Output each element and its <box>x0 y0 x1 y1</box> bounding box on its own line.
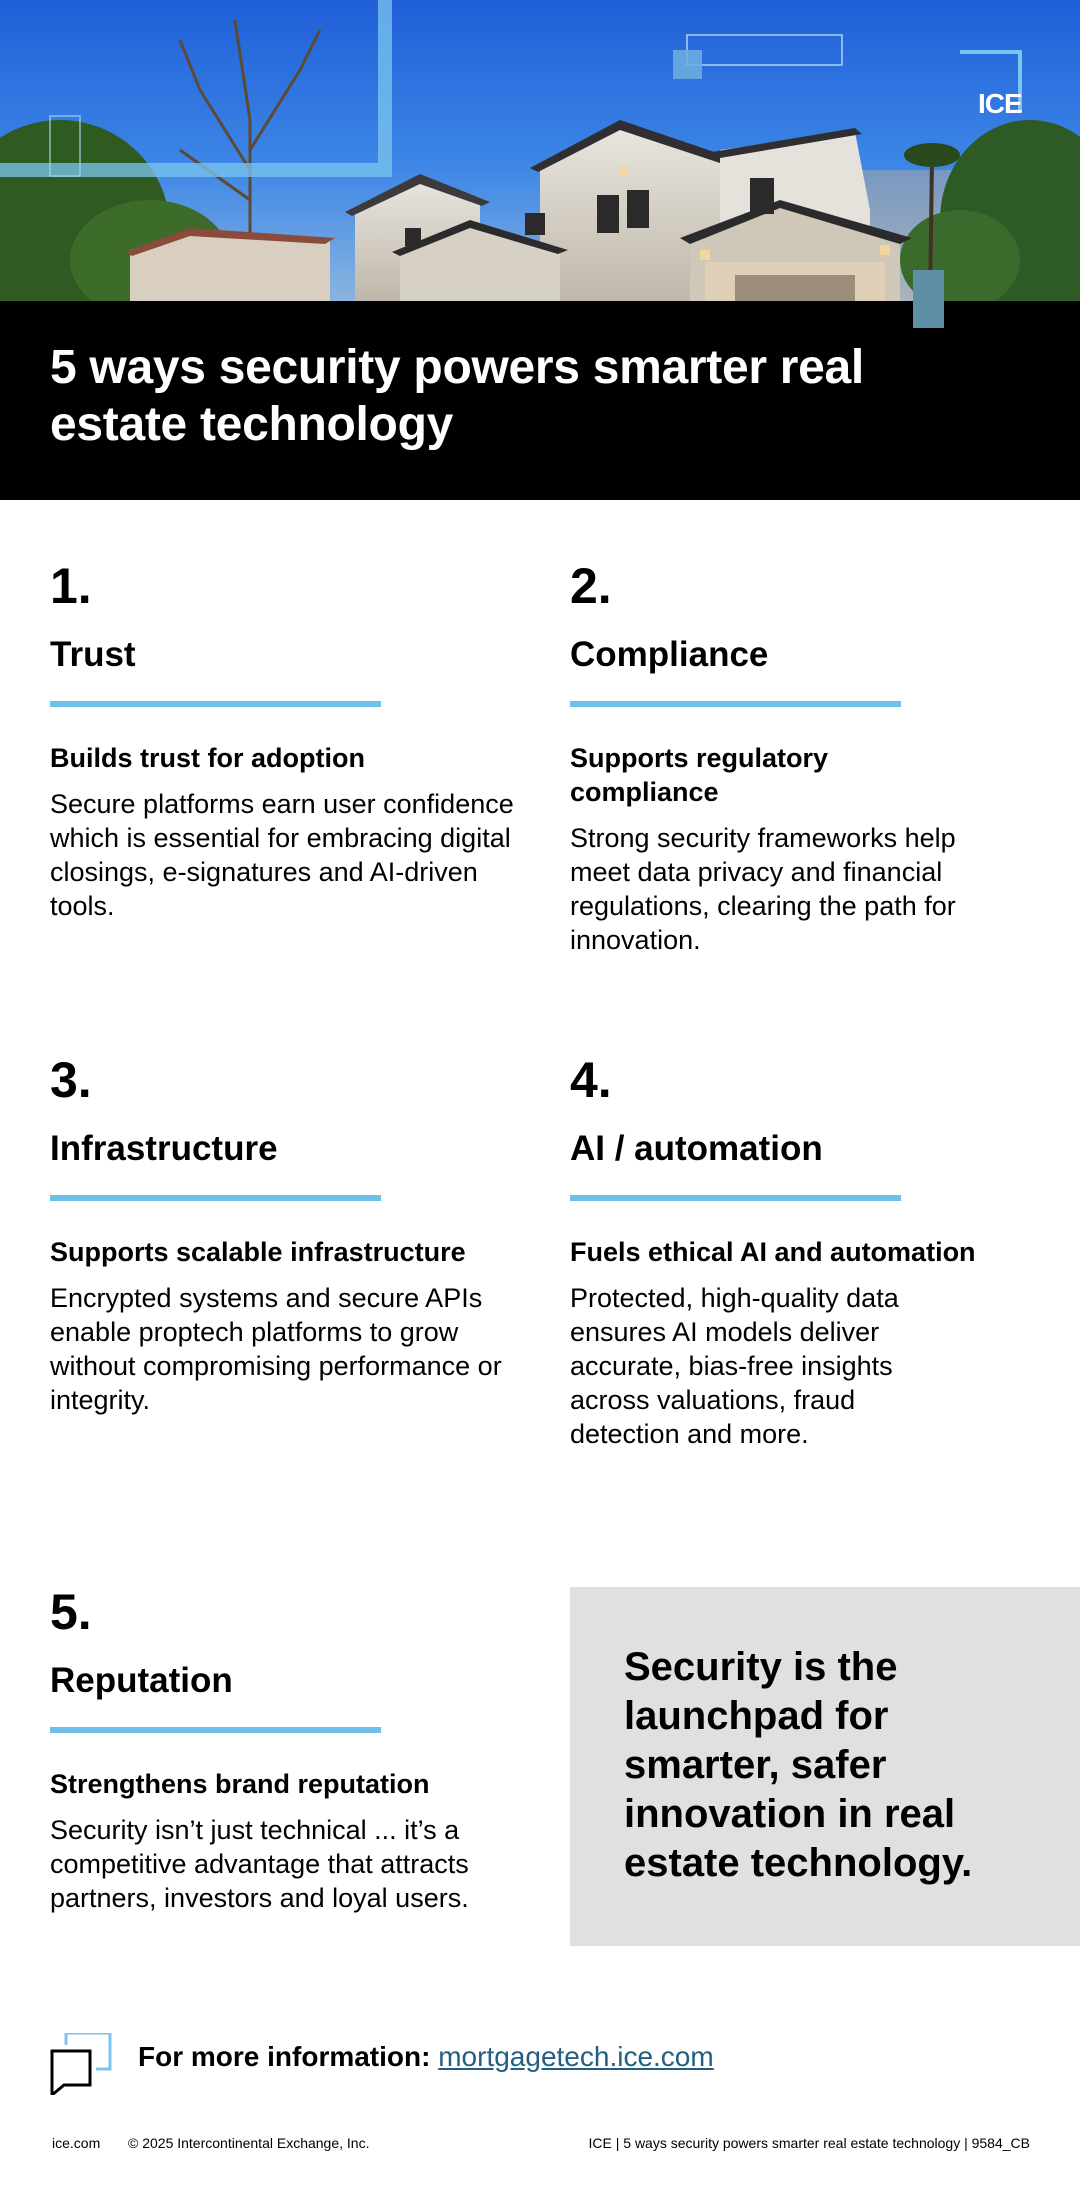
accent-rule <box>570 1195 901 1201</box>
logo-text: ICE <box>978 88 1022 119</box>
item-number: 5. <box>50 1584 92 1640</box>
item-title: Reputation <box>50 1661 233 1700</box>
footer-copyright: © 2025 Intercontinental Exchange, Inc. <box>128 2135 370 2151</box>
accent-rule <box>50 701 381 707</box>
ice-logo[interactable] <box>960 50 1028 118</box>
title-band <box>0 301 1080 500</box>
item-number: 3. <box>50 1052 92 1108</box>
item-trust <box>50 558 520 923</box>
item-number: 1. <box>50 558 92 614</box>
accent-rule <box>50 1727 381 1733</box>
item-body: Encrypted systems and secure APIs enable proptech platforms to grow without compromising performance or integrity. <box>50 1283 502 1415</box>
more-info <box>138 2040 714 2074</box>
item-body: Secure platforms earn user confidence which is essential for embracing digital closings, e-signatures and AI-driven tools. <box>50 789 514 921</box>
accent-rule <box>570 701 901 707</box>
item-title: AI / automation <box>570 1129 823 1168</box>
footer-site[interactable]: ice.com <box>52 2135 101 2151</box>
accent-rule <box>50 1195 381 1201</box>
item-subheading: Strengthens brand reputation <box>50 1769 430 1799</box>
item-body: Protected, high-quality data ensures AI models deliver accurate, bias-free insights across valuations, fraud detection and more. <box>570 1283 899 1449</box>
more-info-label: For more information: <box>138 2041 431 2072</box>
house-photo <box>0 0 1080 301</box>
chat-bubble-icon <box>50 2033 112 2095</box>
item-ai-automation <box>570 1052 1040 1451</box>
item-title: Infrastructure <box>50 1129 278 1168</box>
item-title: Compliance <box>570 635 769 674</box>
more-info-link[interactable]: mortgagetech.ice.com <box>438 2041 714 2072</box>
item-subheading: Builds trust for adoption <box>50 743 365 773</box>
hero-image <box>0 0 1080 301</box>
item-body: Security isn’t just technical ... it’s a competitive advantage that attracts partners, investors and loyal users. <box>50 1815 469 1913</box>
callout-box <box>570 1587 1080 1946</box>
item-subheading: Fuels ethical AI and automation <box>570 1237 976 1267</box>
item-subheading: Supports regulatory compliance <box>570 743 829 807</box>
item-title: Trust <box>50 635 136 674</box>
footer-doc-id: ICE | 5 ways security powers smarter real estate technology | 9584_CB <box>588 2135 1030 2151</box>
accent-square <box>913 270 944 328</box>
page-title: 5 ways security powers smarter real estate technology <box>50 341 864 451</box>
callout-text: Security is the launchpad for smarter, safer innovation in real estate technology. <box>624 1645 973 1885</box>
item-body: Strong security frameworks help meet data privacy and financial regulations, clearing the path for innovation. <box>570 823 956 955</box>
item-number: 2. <box>570 558 612 614</box>
item-infrastructure <box>50 1052 520 1417</box>
item-compliance <box>570 558 980 957</box>
item-subheading: Supports scalable infrastructure <box>50 1237 466 1267</box>
item-reputation <box>50 1584 520 1915</box>
item-number: 4. <box>570 1052 612 1108</box>
